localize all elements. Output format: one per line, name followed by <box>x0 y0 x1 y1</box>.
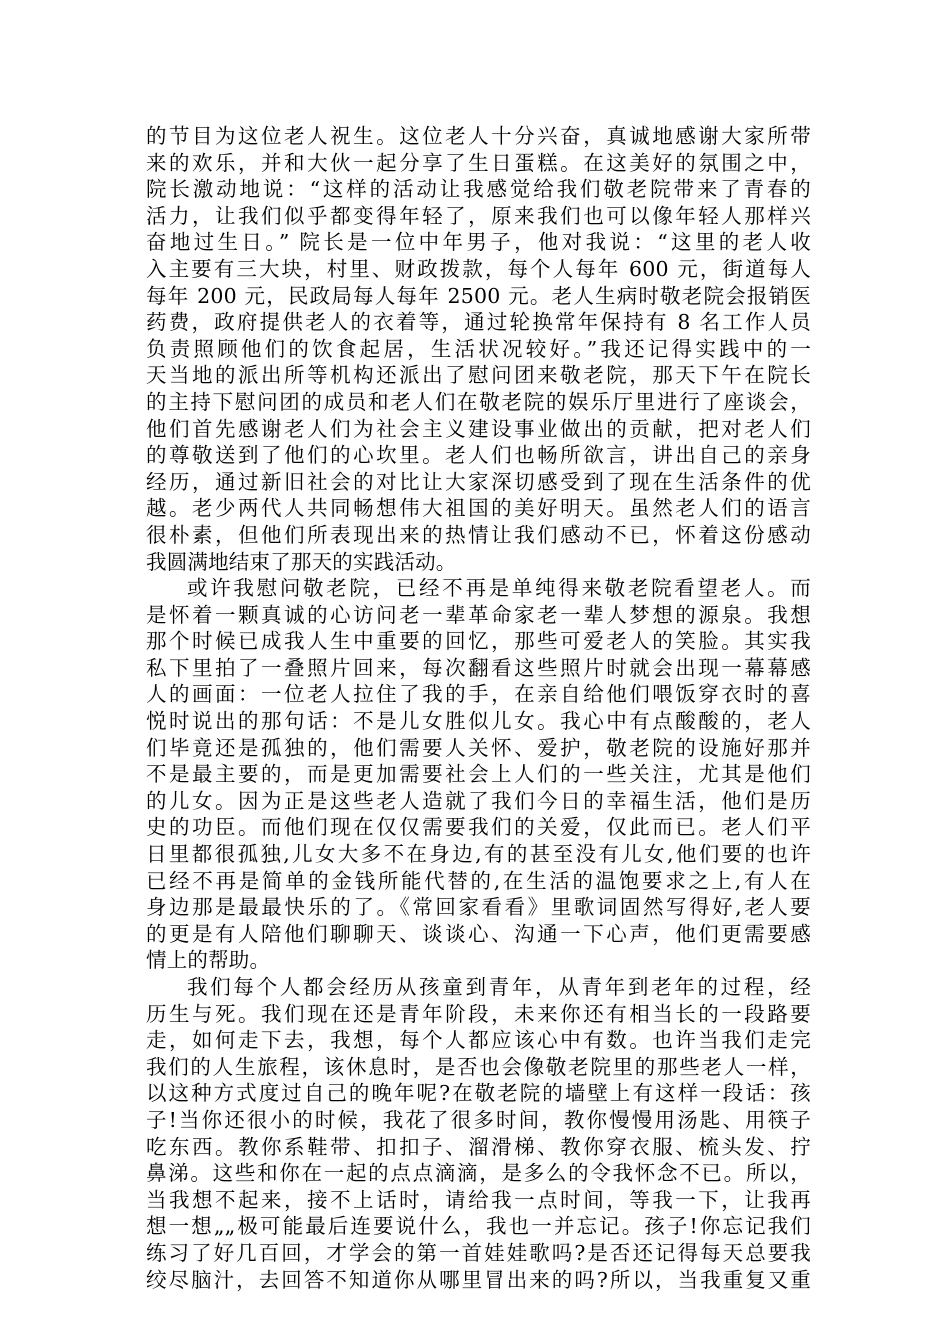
text-line: 想一想„„极可能最后连要说什么，我也一并忘记。孩子!你忘记我们 <box>146 1214 811 1239</box>
text-line: 院长激动地说：“这样的活动让我感觉给我们敬老院带来了青春的 <box>146 177 811 202</box>
text-line: 走，如何走下去，我想，每个人都应该心中有数。也许当我们走完 <box>146 1028 811 1053</box>
text-line: 已经不再是简单的金钱所能代替的,在生活的温饱要求之上,有人在 <box>146 868 811 893</box>
text-line: 我圆满地结束了那天的实践活动。 <box>146 549 457 574</box>
text-line: 药费，政府提供老人的衣着等，通过轮换常年保持有 8 名工作人员 <box>146 310 811 335</box>
text-line: 当我想不起来，接不上话时，请给我一点时间，等我一下，让我再 <box>146 1187 811 1212</box>
text-line: 我们每个人都会经历从孩童到青年，从青年到老年的过程，经 <box>187 975 811 999</box>
text-line: 的儿女。因为正是这些老人造就了我们今日的幸福生活，他们是历 <box>146 788 811 813</box>
text-line: 天当地的派出所等机构还派出了慰问团来敬老院，那天下午在院长 <box>146 363 811 388</box>
text-line: 日里都很孤独,儿女大多不在身边,有的甚至没有儿女,他们要的也许 <box>146 842 811 867</box>
text-line: 悦时说出的那句话：不是儿女胜似儿女。我心中有点酸酸的，老人 <box>146 709 811 734</box>
text-line: 人的画面：一位老人拉住了我的手，在亲自给他们喂饭穿衣时的喜 <box>146 682 811 707</box>
paragraph <box>146 974 811 1293</box>
text-line: 经历，通过新旧社会的对比让大家深切感受到了现在生活条件的优 <box>146 469 811 494</box>
text-line: 的尊敬送到了他们的心坎里。老人们也畅所欲言，讲出自己的亲身 <box>146 443 811 468</box>
text-line: 我们的人生旅程，该休息时，是否也会像敬老院里的那些老人一样， <box>146 1054 811 1079</box>
text-line: 们毕竟还是孤独的，他们需要人关怀、爱护，敬老院的设施好那并 <box>146 735 811 760</box>
text-line: 子!当你还很小的时候，我花了很多时间，教你慢慢用汤匙、用筷子 <box>146 1107 811 1132</box>
text-line: 是怀着一颗真诚的心访问老一辈革命家老一辈人梦想的源泉。我想 <box>146 602 811 627</box>
text-line: 越。老少两代人共同畅想伟大祖国的美好明天。虽然老人们的语言 <box>146 496 811 521</box>
text-line: 不是最主要的，而是更加需要社会上人们的一些关注，尤其是他们 <box>146 762 811 787</box>
text-line: 入主要有三大块，村里、财政拨款，每个人每年 600 元，街道每人 <box>146 256 811 281</box>
text-line: 那个时候已成我人生中重要的回忆，那些可爱老人的笑脸。其实我 <box>146 629 811 654</box>
text-line: 或许我慰问敬老院，已经不再是单纯得来敬老院看望老人。而 <box>187 576 811 601</box>
text-line: 绞尽脑汁，去回答不知道你从哪里冒出来的吗?所以，当我重复又重 <box>146 1267 811 1292</box>
text-line: 私下里拍了一叠照片回来，每次翻看这些照片时就会出现一幕幕感 <box>146 655 811 680</box>
text-line: 的节目为这位老人祝生。这位老人十分兴奋，真诚地感谢大家所带 <box>146 124 811 148</box>
text-line: 很朴素，但他们所表现出来的热情让我们感动不已，怀着这份感动 <box>146 522 811 547</box>
text-line: 负责照顾他们的饮食起居，生活状况较好。”我还记得实践中的一 <box>146 336 811 361</box>
document-body <box>146 123 811 1293</box>
text-line: 奋地过生日。” 院长是一位中年男子，他对我说：“这里的老人收 <box>146 230 811 255</box>
text-line: 历生与死。我们现在还是青年阶段，未来你还有相当长的一段路要 <box>146 1001 811 1026</box>
text-line: 的主持下慰问团的成员和老人们在敬老院的娱乐厅里进行了座谈会， <box>146 389 811 414</box>
text-line: 情上的帮助。 <box>146 948 271 973</box>
text-line: 每年 200 元，民政局每人每年 2500 元。老人生病时敬老院会报销医 <box>146 283 811 308</box>
paragraph <box>146 575 811 974</box>
text-line: 身边那是最最快乐的了。《常回家看看》里歌词固然写得好,老人要 <box>146 895 811 920</box>
text-line: 鼻涕。这些和你在一起的点点滴滴，是多么的令我怀念不已。所以， <box>146 1161 811 1186</box>
text-line: 来的欢乐，并和大伙一起分享了生日蛋糕。在这美好的氛围之中， <box>146 150 811 175</box>
text-line: 他们首先感谢老人们为社会主义建设事业做出的贡献，把对老人们 <box>146 416 811 441</box>
text-line: 的更是有人陪他们聊聊天、谈谈心、沟通一下心声，他们更需要感 <box>146 921 811 946</box>
text-line: 活力，让我们似乎都变得年轻了，原来我们也可以像年轻人那样兴 <box>146 203 811 228</box>
text-line: 吃东西。教你系鞋带、扣扣子、溜滑梯、教你穿衣服、梳头发、拧 <box>146 1134 811 1159</box>
text-line: 以这种方式度过自己的晚年呢?在敬老院的墙壁上有这样一段话：孩 <box>146 1081 811 1106</box>
paragraph <box>146 123 811 575</box>
text-line: 练习了好几百回，才学会的第一首娃娃歌吗?是否还记得每天总要我 <box>146 1240 811 1265</box>
text-line: 史的功臣。而他们现在仅仅需要我们的关爱，仅此而已。老人们平 <box>146 815 811 840</box>
